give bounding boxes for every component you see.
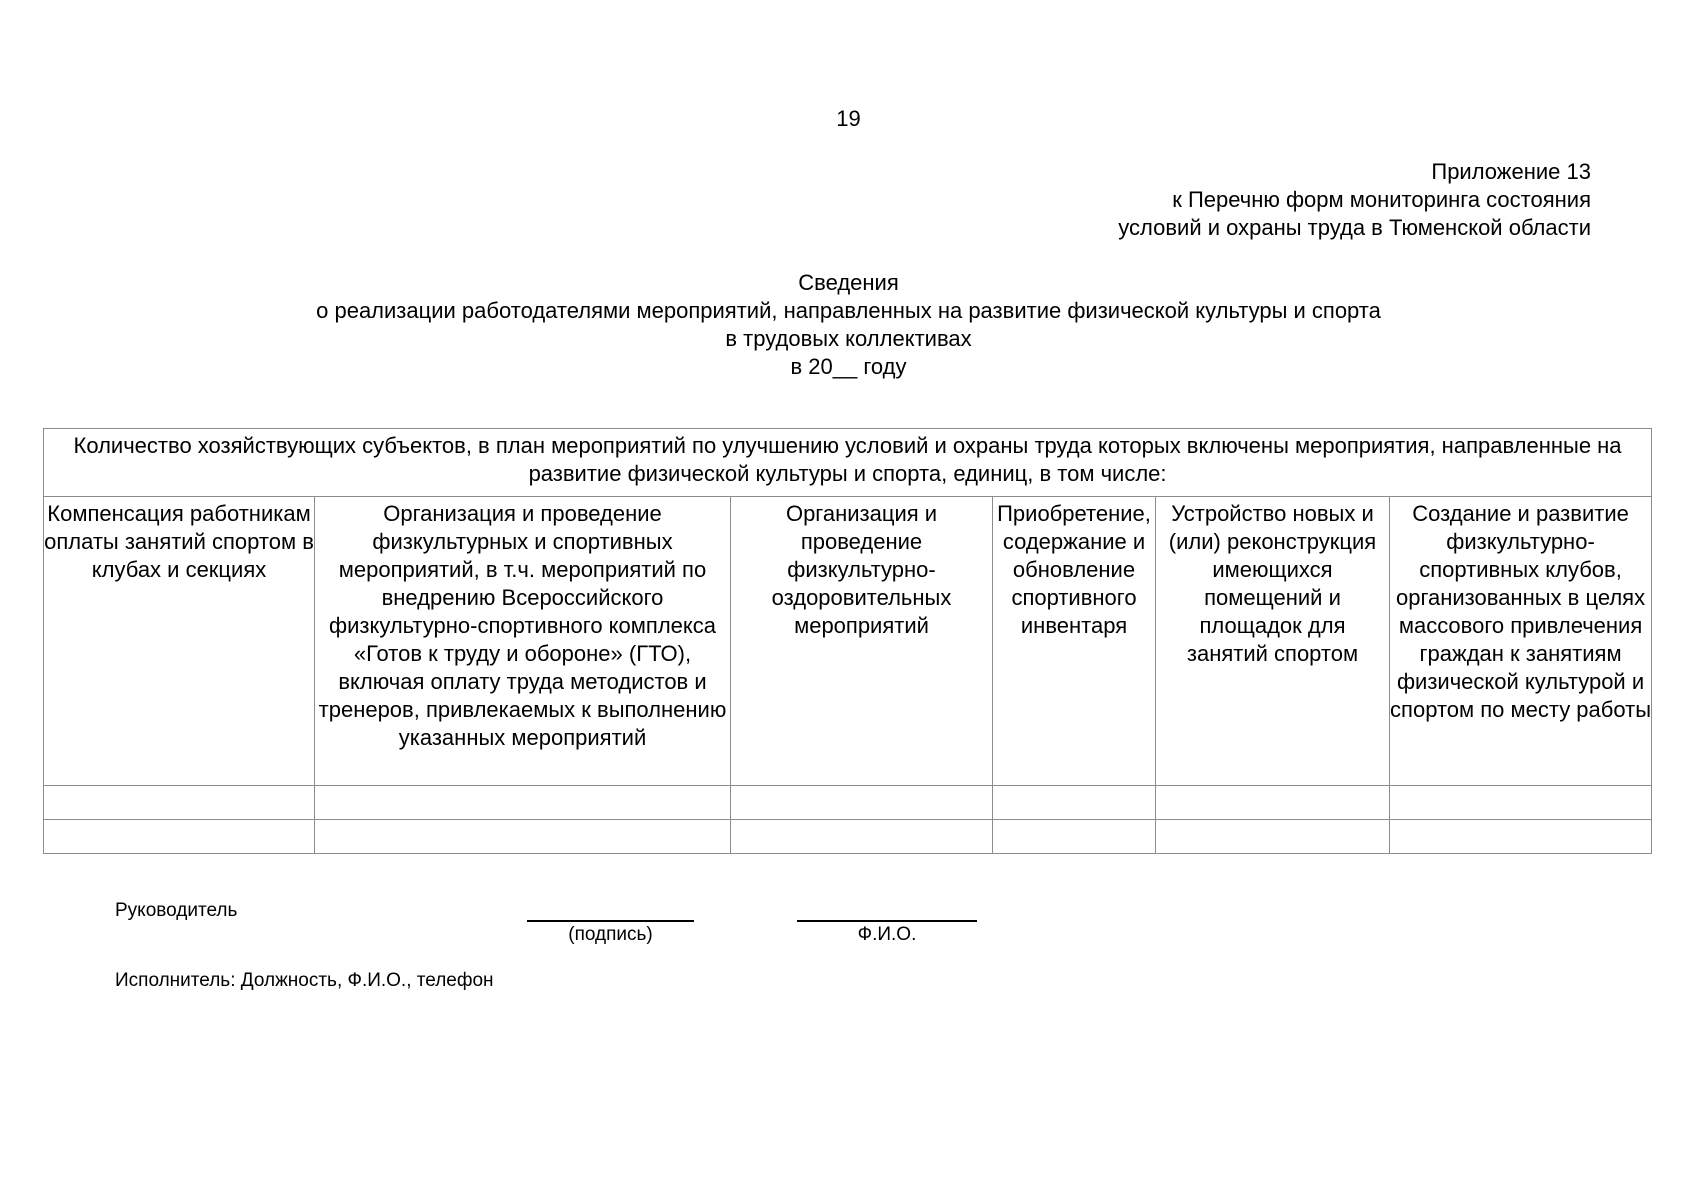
head-label: Руководитель — [115, 900, 238, 921]
table-cell[interactable] — [993, 786, 1156, 820]
table-cell[interactable] — [731, 820, 993, 854]
table-cell[interactable] — [993, 820, 1156, 854]
signature-caption: (подпись) — [568, 924, 653, 945]
signature-line — [527, 920, 694, 922]
table-row — [44, 786, 1652, 820]
title-line: Сведения — [798, 270, 899, 295]
column-header-wellness-events: Организация и проведение физкультурно-оздоровительных мероприятий — [731, 497, 993, 786]
document-title — [0, 269, 1697, 381]
table-cell[interactable] — [1156, 820, 1390, 854]
column-header-sports-clubs: Создание и развитие физкультурно-спортивных клубов, организованных в целях массового привлечения граждан к занятиям физической культурой и спортом по месту работы — [1390, 497, 1652, 786]
page-number: 19 — [836, 106, 861, 131]
column-header-equipment: Приобретение, содержание и обновление спортивного инвентаря — [993, 497, 1156, 786]
table-cell[interactable] — [1390, 786, 1652, 820]
table-cell[interactable] — [44, 820, 315, 854]
name-caption: Ф.И.О. — [857, 924, 917, 945]
table-cell[interactable] — [315, 786, 731, 820]
table-main-header: Количество хозяйствующих субъектов, в план мероприятий по улучшению условий и охраны труда которых включены мероприятия, направленные на развитие физической культуры и спорта, единиц, в том числе: — [44, 429, 1652, 497]
appendix-line: Приложение 13 — [1431, 159, 1591, 184]
column-header-compensation: Компенсация работникам оплаты занятий спортом в клубах и секциях — [44, 497, 315, 786]
table-row — [44, 820, 1652, 854]
table-cell[interactable] — [731, 786, 993, 820]
table-cell[interactable] — [1390, 820, 1652, 854]
report-table — [43, 428, 1652, 854]
name-line — [797, 920, 977, 922]
appendix-line: к Перечню форм мониторинга состояния — [1172, 187, 1591, 212]
executor-line: Исполнитель: Должность, Ф.И.О., телефон — [115, 970, 494, 991]
title-line: в трудовых коллективах — [725, 326, 972, 351]
column-header-facilities: Устройство новых и (или) реконструкция имеющихся помещений и площадок для занятий спортом — [1156, 497, 1390, 786]
table-cell[interactable] — [315, 820, 731, 854]
table-cell[interactable] — [44, 786, 315, 820]
table-cell[interactable] — [1156, 786, 1390, 820]
title-line: в 20__ году — [790, 354, 907, 379]
title-line: о реализации работодателями мероприятий, направленных на развитие физической культуры и спорта — [316, 298, 1381, 323]
appendix-line: условий и охраны труда в Тюменской области — [1118, 215, 1591, 240]
table-header-row — [44, 429, 1652, 497]
column-header-sports-events: Организация и проведение физкультурных и спортивных мероприятий, в т.ч. мероприятий по внедрению Всероссийского физкультурно-спортивного комплекса «Готов к труду и обороне» (ГТО), включая оплату труда методистов и тренеров, привлекаемых к выполнению указанных мероприятий — [315, 497, 731, 786]
appendix-reference — [1118, 158, 1591, 242]
table-column-header-row — [44, 497, 1652, 786]
